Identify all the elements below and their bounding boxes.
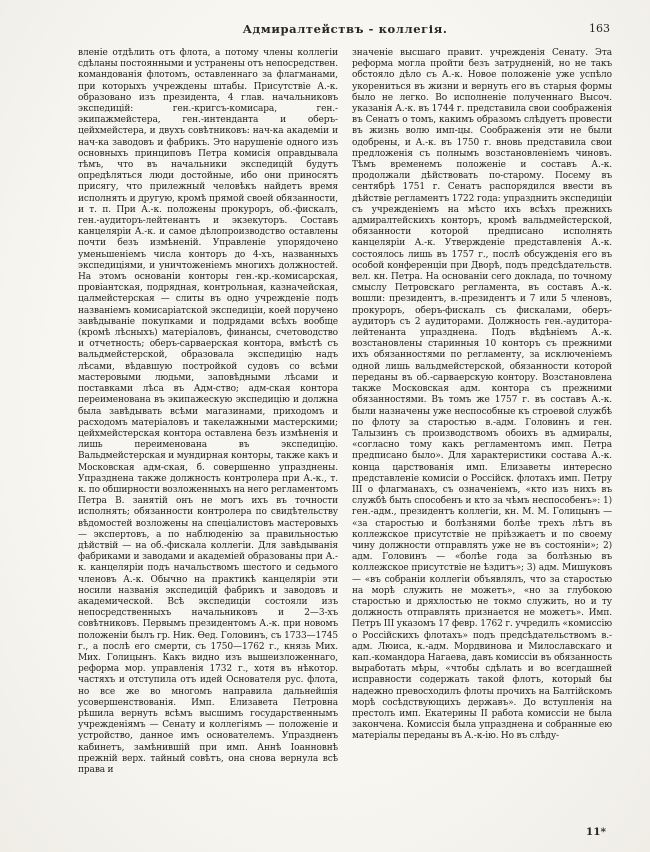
running-head-title: Адмиралтействъ - коллегія.: [242, 22, 448, 36]
text-column-right: значеніе высшаго правит. учрежденія Сенату. Эта реформа могла пройти безъ затрудненій, но не такъ обстояло дѣло съ А.-к. Новое положеніе уже успѣло укорениться въ жизни и вернуть его въ старыя формы было не легко. Во исполненіе полученнаго Высоч. указанія А.-к. въ 1744 г. представила свои соображенія въ Сенатъ о томъ, какимъ образомъ слѣдуетъ провести въ жизнь волю имп-цы. Соображенія эти не были одобрены, и А.-к. въ 1750 г. вновь представила свои предложенія съ полнымъ возстановленіемъ чиновъ. Тѣмъ временемъ положеніе и составъ А.-к. продолжали дѣйствовать по-старому. Посему въ сентябрѣ 1751 г. Сенатъ распорядился ввести въ дѣйствіе регламентъ 1722 года: упразднить экспедиціи съ учрежденіемъ на мѣсто ихъ всѣхъ прежнихъ адмиралтейскихъ конторъ, кромѣ вальдмейстерской, обязанности которой предписано исполнять канцеляріи А.-к. Утвержденіе представленія А.-к. состоялось лишь въ 1757 г., послѣ обсужденія его въ особой конференціи при Дворѣ, подъ предсѣдательств. вел. кн. Петра. На основаніи сего доклада, по точному смыслу Петровскаго регламента, въ составъ А.-к. вошли: президентъ, в.-президентъ и 7 или 5 членовъ, прокуроръ, оберъ-фискалъ съ фискалами, оберъ-аудиторъ съ 2 аудиторами. Должность ген.-аудитора-лейтенанта упразднена. Подъ вѣдѣніемъ А.-к. возстановлены старинныя 10 конторъ съ прежними ихъ обязанностями по регламенту, за исключеніемъ одной лишь вальдмейстерской, обязанности которой переданы въ об.-сарваерскую контору. Возстановлена также Московская адм. контора съ прежними обязанностями. Въ томъ же 1757 г. въ составъ А.-к. были назначены уже неспособные къ строевой службѣ по флоту за старостью в.-адм. Головинъ и ген. Талызинъ съ производствомъ обоихъ въ адмиралы, «согласно тому какъ регламентомъ имп. Петра предписано было». Для характеристики состава А.-к. конца царствованія имп. Елизаветы интересно представленіе комисіи о Россійск. флотахъ имп. Петру III о флагманахъ, съ означеніемъ, «кто изъ нихъ въ службѣ быть способенъ и кто за чѣмъ неспособенъ»: 1) ген.-адм., президентъ коллегіи, кн. М. М. Голицынъ — «за старостью и болѣзнями болѣе трехъ лѣтъ въ коллежское присутствіе не пріѣзжаетъ и по своему чину должности отправлять уже не въ состояніи»; 2) адм. Головинъ — «болѣе года за болѣзнью въ коллежское присутствіе не ѣздитъ»; 3) адм. Мишуковъ — «въ собраніи коллегіи объявлялъ, что за старостью на морѣ служить не можетъ», «но за глубокою старостью и дряхлостью не токмо служить, но и ту должность отправлять признается не можетъ». Имп. Петръ III указомъ 17 февр. 1762 г. учредилъ «комиссію о Россійскихъ флотахъ» подъ предсѣдательствомъ в.-адм. Люиса, к.-адм. Мордвинова и Милославскаго и кап.-командора Нагаева, давъ комиссіи въ обязанность выработать мѣры, «чтобы сдѣлать и во всегдашней исправности содержать такой флотъ, который бы надежно превосходилъ флоты прочихъ на Балтійскомъ морѣ сосѣдствующихъ державъ». До вступленія на престолъ имп. Екатерины II работа комиссіи не была закончена. Комиссія была упразднена и собранные ею матеріалы переданы въ А.-к-ію. Но въ слѣду-: [352, 48, 612, 742]
signature-mark: 11*: [585, 826, 606, 838]
text-column-left: вленіе отдѣлить отъ флота, а потому члены коллегіи сдѣланы постоянными и устранены отъ непосредствен. командованія флотомъ, оставленнаго за флагманами, при которыхъ учреждены штабы. Присутствіе А.-к. образовано изъ президента, 4 глав. начальниковъ экспедицій: ген.-кригсъ-комисара, ген.-экипажмейстера, ген.-интенданта и оберъ-цейхмейстера, и двухъ совѣтниковъ: нач-ка академіи и нач-ка заводовъ и фабрикъ. Это нарушеніе одного изъ основныхъ принциповъ Петра комисія оправдывала тѣмъ, что въ начальники экспедицій будутъ опредѣляться люди достойные, ибо они приносятъ присягу, что прилежный человѣкъ найдетъ время исполнять и другую, кромѣ прямой своей обязанности, и т. п. При А.-к. положены прокуроръ, об.-фискалъ, ген.-аудиторъ-лейтенантъ и экзекуторъ. Составъ канцеляріи А.-к. и самое дѣлопроизводство оставлены почти безъ измѣненій. Управленіе упорядочено уменьшеніемъ числа конторъ до 4-хъ, названныхъ экспедиціями, и уничтоженіемъ многихъ должностей. На этомъ основаніи конторы ген.-кр.-комисарская, провіантская, подрядная, контрольная, казначейская, цалмейстерская — слиты въ одно учрежденіе подъ названіемъ комисаріатской экспедиціи, коей поручено завѣдываніе покупками и подрядами всѣхъ вообще (кромѣ лѣсныхъ) матеріаловъ, финансы, счетоводство и отчетность; оберъ-сарваерская контора, вмѣстѣ съ вальдмейстерской, образовала экспедицію надъ лѣсами, вѣдавшую постройкой судовъ со всѣми мастеровыми людьми, заповѣдными лѣсами и поставками лѣса въ Адм-ство; адм-ская контора переименована въ экипажескую экспедицію и должна была завѣдывать всѣми магазинами, приходомъ и расходомъ матеріаловъ и такелажными мастерскими; цейхмейстерская контора оставлена безъ измѣненія и лишь переименована въ экспедицію. Вальдмейстерская и мундирная конторы, также какъ и Московская адм-ская, б. совершенно упразднены. Упразднена также должность контролера при А.-к., т. к. по обширности возложенныхъ на него регламентомъ Петра В. занятій онъ не могъ ихъ въ точности исполнять; обязанности контролера по свидѣтельству вѣдомостей возложены на спеціалистовъ мастеровыхъ — экспертовъ, а по наблюденію за правильностью дѣйствій — на об.-фискала коллегіи. Для завѣдыванія фабриками и заводами и академіей образованы при А.-к. канцеляріи подъ начальствомъ шестого и седьмого членовъ А.-к. Обычно на практикѣ канцеляріи эти носили названія экспедицій фабрикъ и заводовъ и академической. Всѣ экспедиціи состояли изъ непосредственныхъ начальниковъ и 2—3-хъ совѣтниковъ. Первымъ президентомъ А.-к. при новомъ положеніи былъ гр. Ник. Ѳед. Головинъ, съ 1733—1745 г., а послѣ его смерти, съ 1750—1762 г., князь Мих. Мих. Голицынъ. Какъ видно изъ вышеизложеннаго, реформа мор. управленія 1732 г., хотя въ нѣкотор. частяхъ и отступила отъ идей Основателя рус. флота, но все же во многомъ направила дальнейшія усовершенствованія. Имп. Елизавета Петровна рѣшила вернуть всѣмъ высшимъ государственнымъ учрежденіямъ — Сенату и коллегіямъ — положеніе и устройство, данное имъ основателемъ. Упраздненъ кабинетъ, замѣнившій при имп. Аннѣ Іоанновнѣ прежній верх. тайный совѣтъ, она снова вернула всѣ права и: [78, 48, 338, 775]
page-header: [78, 22, 612, 40]
two-column-text-body: [78, 48, 612, 776]
page-number: 163: [589, 22, 610, 35]
